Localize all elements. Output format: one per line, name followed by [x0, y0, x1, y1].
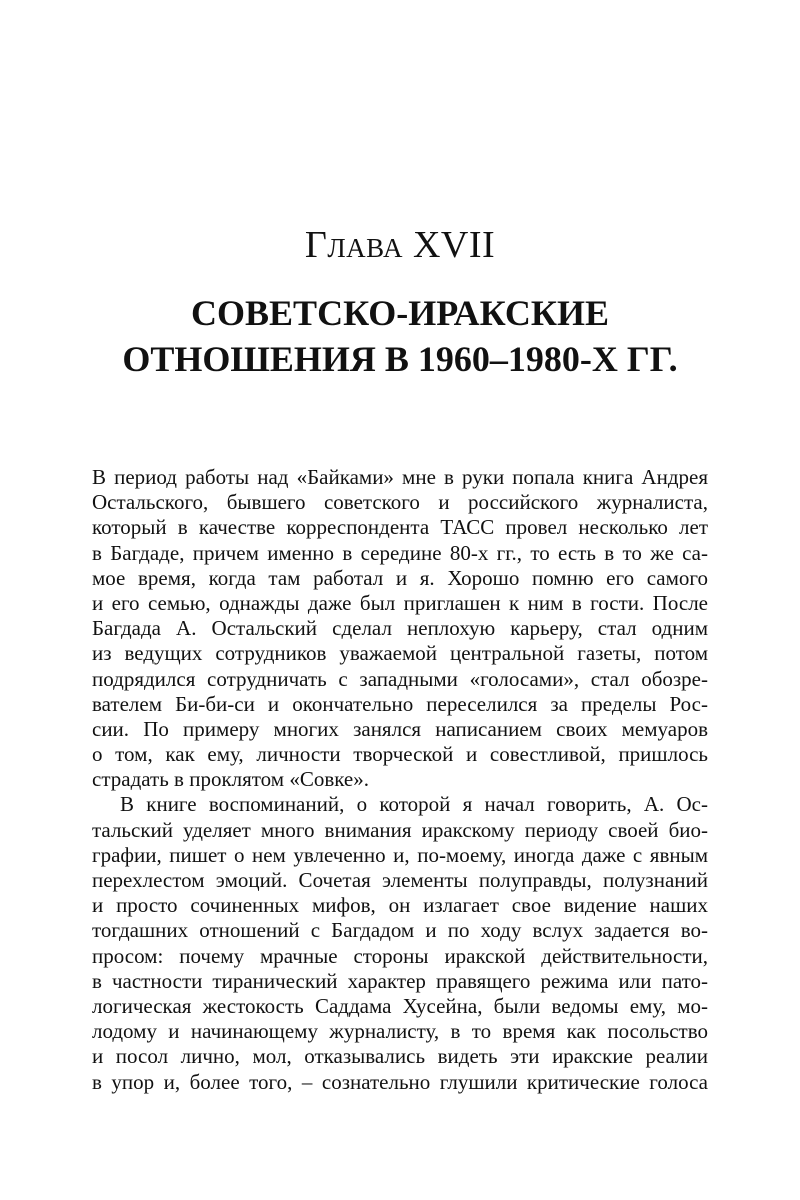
text-line: и его семью, однажды даже был приглашен к ним в гости. После	[92, 590, 708, 615]
text-line: сии. По примеру многих занялся написанием своих мемуаров	[92, 716, 708, 741]
text-line: о том, как ему, личности творческой и совестливой, пришлось	[92, 742, 708, 767]
text-line: в упор и, более того, – сознательно глушили критические голоса	[92, 1069, 708, 1094]
paragraph	[92, 792, 708, 1094]
text-line: лодому и начинающему журналисту, в то время как посольство	[92, 1019, 708, 1044]
text-line: логическая жестокость Саддама Хусейна, были ведомы ему, мо-	[92, 993, 708, 1018]
text-line: подрядился сотрудничать с западными «голосами», стал обозре-	[92, 666, 708, 691]
text-line: просом: почему мрачные стороны иракской действительности,	[92, 943, 708, 968]
chapter-title-line: ОТНОШЕНИЯ В 1960–1980-Х ГГ.	[122, 339, 678, 379]
paragraph	[92, 465, 708, 792]
text-line: из ведущих сотрудников уважаемой центральной газеты, потом	[92, 641, 708, 666]
text-line: страдать в проклятом «Совке».	[92, 767, 369, 792]
text-line: В период работы над «Байками» мне в руки попала книга Андрея	[92, 465, 708, 489]
text-line: в Багдаде, причем именно в середине 80-х гг., то есть в то же са-	[92, 540, 708, 565]
text-line: тогдашних отношений с Багдадом и по ходу вслух задается во-	[92, 918, 708, 943]
text-line: тальский уделяет много внимания иракскому периоду своей био-	[92, 817, 708, 842]
text-line: в частности тиранический характер правящего режима или пато-	[92, 968, 708, 993]
text-line: который в качестве корреспондента ТАСС провел несколько лет	[92, 515, 708, 540]
text-line: вателем Би-би-си и окончательно переселился за пределы Рос-	[92, 691, 708, 716]
text-line: Остальского, бывшего советского и российского журналиста,	[92, 490, 708, 515]
chapter-title-line: СОВЕТСКО-ИРАКСКИЕ	[191, 293, 609, 333]
text-line: перехлестом эмоций. Сочетая элементы полуправды, полузнаний	[92, 868, 708, 892]
chapter-title	[0, 290, 800, 382]
text-line: Багдада А. Остальский сделал неплохую карьеру, стал одним	[92, 616, 708, 641]
chapter-label: Глава XVII	[304, 224, 496, 266]
text-line: графии, пишет о нем увлеченно и, по-моему, иногда даже с явным	[92, 842, 708, 867]
body-text	[92, 465, 708, 1095]
text-line: В книге воспоминаний, о которой я начал говорить, А. Ос-	[120, 792, 708, 817]
text-line: мое время, когда там работал и я. Хорошо помню его самого	[92, 565, 708, 590]
text-line: и просто сочиненных мифов, он излагает свое видение наших	[92, 893, 708, 918]
text-line: и посол лично, мол, отказывались видеть эти иракские реалии	[92, 1044, 708, 1069]
